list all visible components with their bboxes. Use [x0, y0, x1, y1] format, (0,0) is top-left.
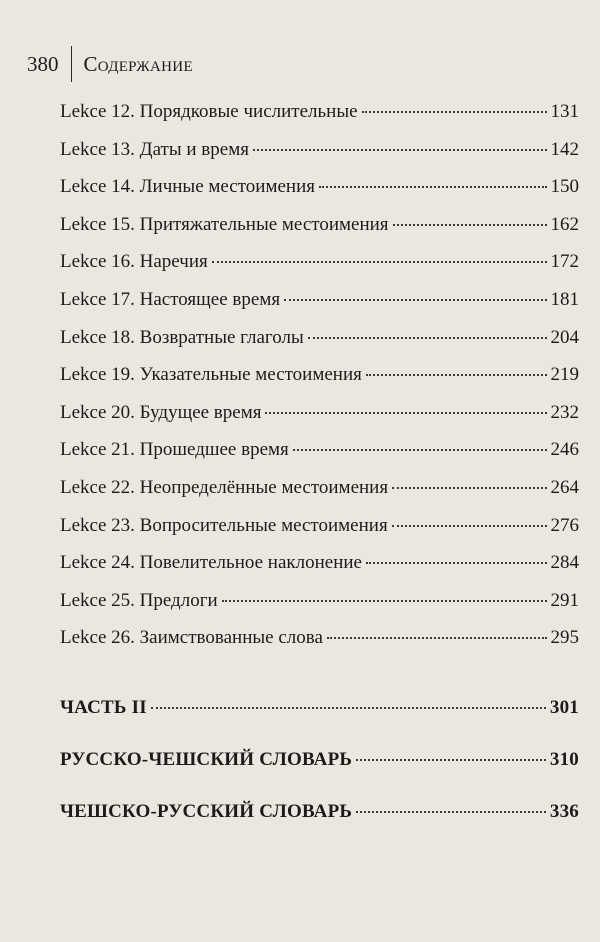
dot-leader [393, 224, 547, 226]
toc-part-label: ЧАСТЬ II [60, 697, 147, 718]
toc-parts-list [60, 697, 579, 853]
toc-entry [60, 327, 579, 365]
dot-leader [392, 487, 546, 489]
toc-entry [60, 176, 579, 214]
dot-leader [222, 600, 547, 602]
toc-part-page: 301 [549, 697, 579, 718]
toc-entry-page: 295 [550, 627, 579, 649]
toc-entry-page: 276 [550, 514, 579, 536]
toc-entry-page: 142 [550, 138, 579, 160]
toc-entry [60, 364, 579, 402]
page-number: 380 [27, 51, 59, 76]
dot-leader [308, 337, 547, 339]
toc-entry-label: Lekce 16. Наречия [60, 251, 208, 273]
dot-leader [253, 149, 547, 151]
toc-entry-label: Lekce 21. Прошедшее время [60, 439, 289, 461]
dot-leader [366, 374, 547, 376]
toc-entry [60, 402, 579, 440]
toc-entry-page: 291 [550, 589, 579, 611]
dot-leader [212, 261, 547, 263]
toc-entry-label: Lekce 18. Возвратные глаголы [60, 326, 304, 348]
toc-entry-label: Lekce 25. Предлоги [60, 589, 218, 611]
toc-entry [60, 214, 579, 252]
toc-entry-page: 284 [550, 552, 579, 574]
running-header [27, 46, 193, 82]
dot-leader [265, 412, 546, 414]
toc-entry [60, 251, 579, 289]
dot-leader [362, 111, 547, 113]
toc-entry [60, 552, 579, 590]
toc-part-page: 310 [549, 749, 579, 770]
dot-leader [293, 449, 547, 451]
toc-entry [60, 289, 579, 327]
toc-entry-page: 172 [550, 251, 579, 273]
toc-entry [60, 590, 579, 628]
dot-leader [151, 707, 546, 709]
dot-leader [284, 299, 546, 301]
dot-leader [366, 562, 547, 564]
toc-entry [60, 439, 579, 477]
toc-part-page: 336 [549, 801, 579, 822]
toc-entry [60, 627, 579, 665]
toc-part-label: РУССКО-ЧЕШСКИЙ СЛОВАРЬ [60, 749, 353, 770]
toc-part-label: ЧЕШСКО-РУССКИЙ СЛОВАРЬ [60, 801, 353, 822]
toc-entry-page: 246 [550, 439, 579, 461]
toc-entry [60, 477, 579, 515]
toc-entry-label: Lekce 12. Порядковые числительные [60, 101, 358, 122]
toc-entry-page: 162 [550, 213, 579, 235]
toc-entry-label: Lekce 14. Личные местоимения [60, 176, 315, 198]
dot-leader [356, 759, 546, 761]
toc-entry [60, 139, 579, 177]
toc-entry [60, 515, 579, 553]
dot-leader [327, 637, 547, 639]
toc-part-entry [60, 697, 579, 749]
toc-entry-label: Lekce 17. Настоящее время [60, 288, 281, 310]
toc-entry-page: 264 [550, 476, 579, 498]
toc-entry-label: Lekce 13. Даты и время [60, 138, 249, 160]
toc-entry [60, 101, 579, 139]
toc-entry-label: Lekce 23. Вопросительные местоимения [60, 514, 388, 536]
toc-lessons-list [60, 101, 579, 665]
dot-leader [356, 811, 546, 813]
toc-entry-label: Lekce 15. Притяжательные местоимения [60, 213, 389, 235]
dot-leader [392, 525, 547, 527]
toc-entry-page: 181 [550, 288, 579, 310]
dot-leader [319, 186, 547, 188]
toc-entry-page: 131 [550, 101, 579, 122]
toc-part-entry [60, 801, 579, 853]
toc-entry-label: Lekce 22. Неопределённые местоимения [60, 476, 389, 498]
toc-entry-label: Lekce 20. Будущее время [60, 401, 262, 423]
toc-entry-label: Lekce 24. Повелительное наклонение [60, 552, 362, 574]
toc-entry-page: 219 [550, 364, 579, 386]
toc-entry-label: Lekce 19. Указательные местоимения [60, 364, 362, 386]
toc-entry-page: 232 [550, 401, 579, 423]
running-title: Содержание [83, 51, 193, 76]
toc-entry-page: 150 [550, 176, 579, 198]
toc-entry-page: 204 [550, 326, 579, 348]
toc-part-entry [60, 749, 579, 801]
toc-entry-label: Lekce 26. Заимствованные слова [60, 627, 323, 649]
